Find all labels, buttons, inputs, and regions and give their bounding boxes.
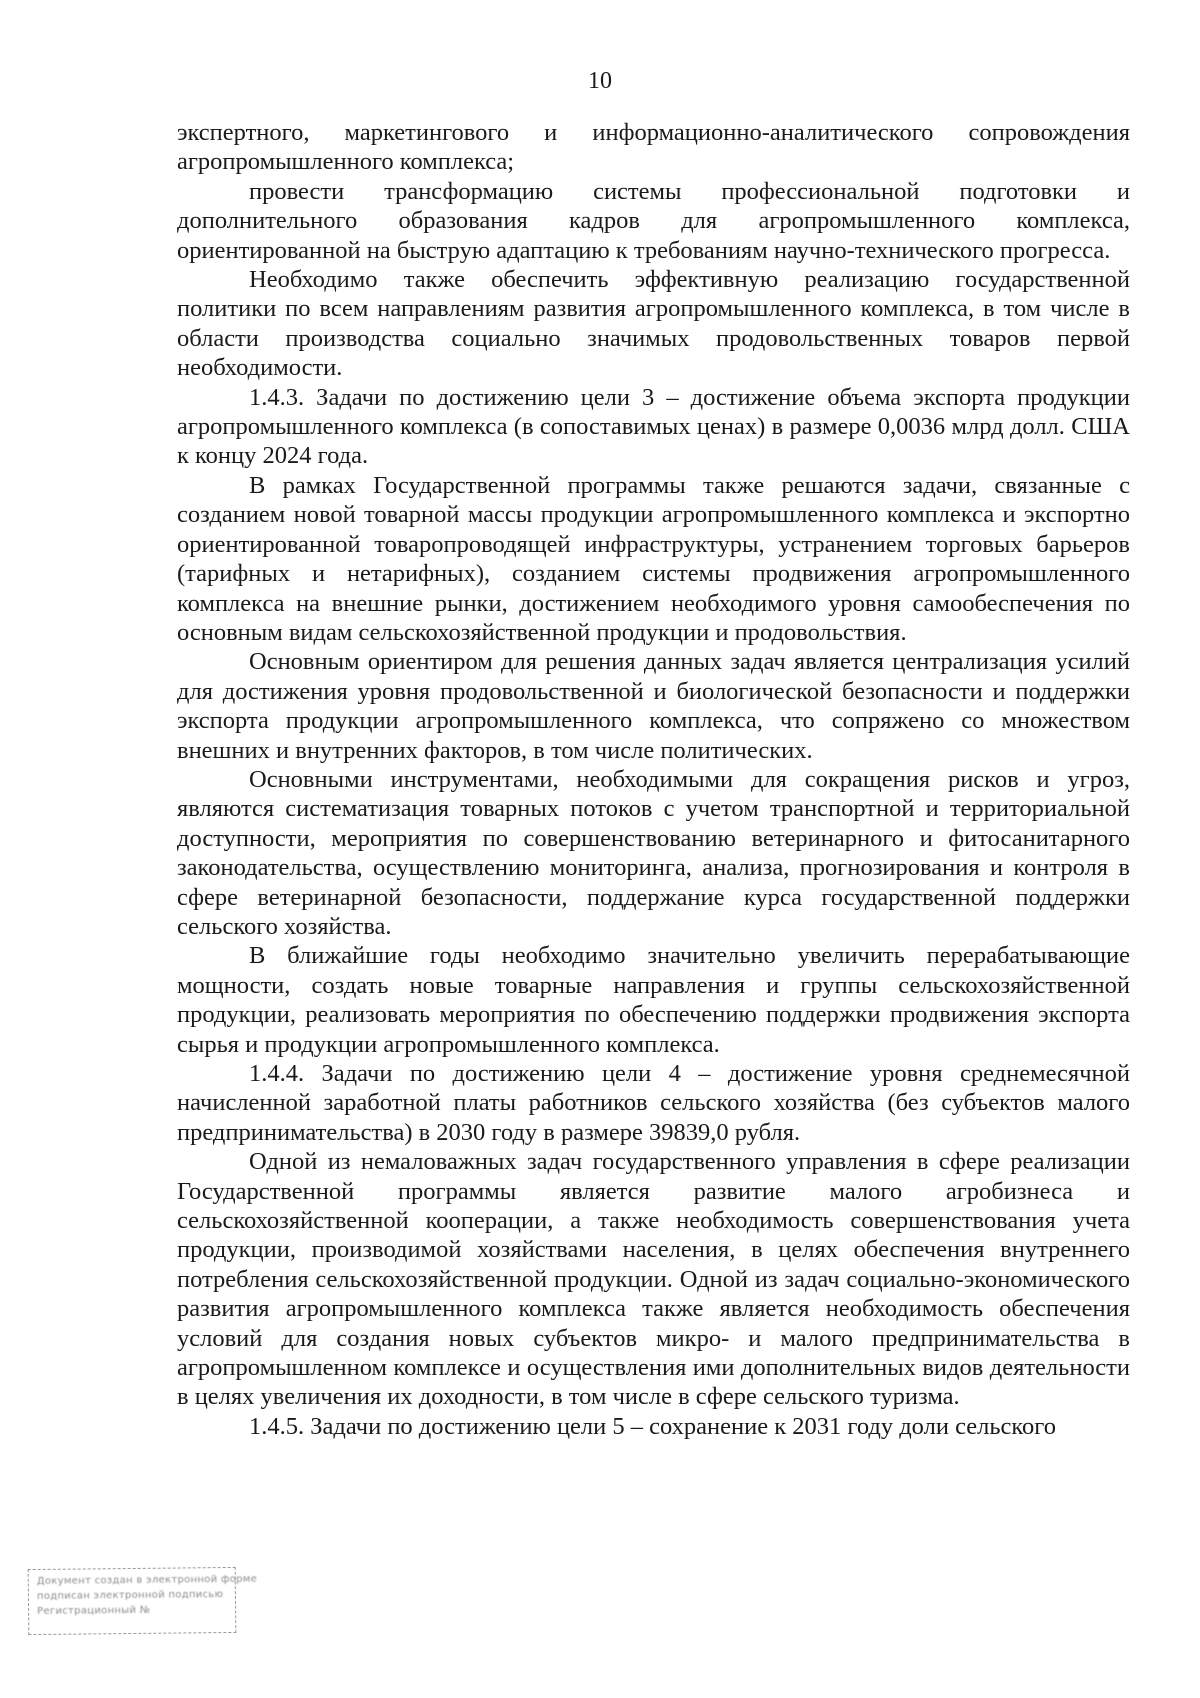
page-number: 10 bbox=[588, 68, 612, 94]
paragraph-2: провести трансформацию системы профессиональной подготовки и дополнительного образования кадров для агропромышленного комплекса, ориентированной на быструю адаптацию к требованиям научно-технического прогресса. bbox=[177, 177, 1130, 264]
document-body bbox=[177, 118, 1130, 1441]
stamp-line-1: Документ создан в электронной форме bbox=[36, 1573, 258, 1587]
paragraph-7: Основными инструментами, необходимыми для сокращения рисков и угроз, являются систематизация товарных потоков с учетом транспортной и территориальной доступности, мероприятия по совершенствованию ветеринарного и фитосанитарного законодательства, осуществлению мониторинга, анализа, прогнозирования и контроля в сфере ветеринарной безопасности, поддержание курса государственной поддержки сельского хозяйства. bbox=[177, 765, 1130, 940]
paragraph-3: Необходимо также обеспечить эффективную реализацию государственной политики по всем направлениям развития агропромышленного комплекса, в том числе в области производства социально значимых продовольственных товаров первой необходимости. bbox=[177, 266, 1130, 382]
paragraph-6: Основным ориентиром для решения данных задач является централизация усилий для достижения уровня продовольственной и биологической безопасности и поддержки экспорта продукции агропромышленного комплекса, что сопряжено со множеством внешних и внутренних факторов, в том числе политических. bbox=[177, 648, 1130, 764]
stamp-line-2: подписан электронной подписью bbox=[36, 1589, 224, 1602]
paragraph-9: 1.4.4. Задачи по достижению цели 4 – достижение уровня среднемесячной начисленной заработной платы работников сельского хозяйства (без субъектов малого предпринимательства) в 2030 году в размере 39839,0 рубля. bbox=[177, 1060, 1130, 1146]
paragraph-10: Одной из немаловажных задач государственного управления в сфере реализации Государственной программы является развитие малого агробизнеса и сельскохозяйственной кооперации, а также необходимость совершенствования учета продукции, производимой хозяйствами населения, в целях обеспечения внутреннего потребления сельскохозяйственной продукции. Одной из задач социально-экономического развития агропромышленного комплекса также является необходимость обеспечения условий для создания новых субъектов микро- и малого предпринимательства в агропромышленном комплексе и осуществления ими дополнительных видов деятельности в целях увеличения их доходности, в том числе в сфере сельского туризма. bbox=[177, 1148, 1130, 1411]
paragraph-4: 1.4.3. Задачи по достижению цели 3 – достижение объема экспорта продукции агропромышленного комплекса (в сопоставимых ценах) в размере 0,0036 млрд долл. США к концу 2024 года. bbox=[177, 383, 1130, 470]
paragraph-11: 1.4.5. Задачи по достижению цели 5 – сохранение к 2031 году доли сельского bbox=[249, 1412, 1056, 1440]
registration-stamp bbox=[28, 1567, 258, 1635]
paragraph-5: В рамках Государственной программы также решаются задачи, связанные с созданием новой товарной массы продукции агропромышленного комплекса и экспортно ориентированной товаропроводящей инфраструктуры, устранением торговых барьеров (тарифных и нетарифных), созданием системы продвижения агропромышленного комплекса на внешние рынки, достижением необходимого уровня самообеспечения по основным видам сельскохозяйственной продукции и продовольствия. bbox=[177, 471, 1130, 646]
paragraph-1: экспертного, маркетингового и информационно-аналитического сопровождения агропромышленного комплекса; bbox=[177, 119, 1130, 176]
stamp-line-3: Регистрационный № bbox=[37, 1604, 151, 1617]
paragraph-8: В ближайшие годы необходимо значительно увеличить перерабатывающие мощности, создать новые товарные направления и группы сельскохозяйственной продукции, реализовать мероприятия по обеспечению поддержки продвижения экспорта сырья и продукции агропромышленного комплекса. bbox=[177, 942, 1130, 1058]
